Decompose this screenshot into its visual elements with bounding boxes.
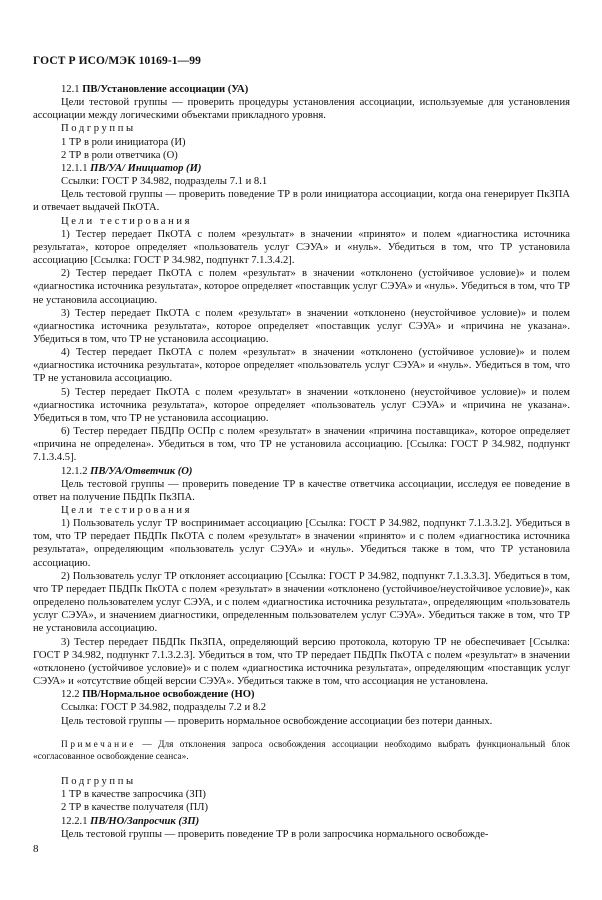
heading-12-1 bbox=[33, 83, 570, 96]
test-purpose: 5) Тестер передает ПкОТА с полем «результат» в значении «отклонено (неустойчивое условие)» и полем «диагностика источника результата», которое определяет «пользователь услуг СЭУА» и «причина не указана». Убедиться в том, что ТР не установила ассоциацию. bbox=[33, 386, 570, 424]
test-purpose: 2) Тестер передает ПкОТА с полем «результат» в значении «отклонено (устойчивое условие)» и полем «диагностика источника результата», которое определяет «поставщик услуг СЭУА» и «нуль». Убедиться в том, что ТР не установила ассоциацию. bbox=[33, 268, 570, 306]
test-purpose: 3) Тестер передает ПБДПк ПкЗПА, определяющий версию протокола, которую ТР не обеспечивает [Ссылка: ГОСТ Р 34.982, подпункт 7.1.3.2.3]. Убедиться в том, что ТР передает ПБДПк ПкОТА с полем «результат» в значении «отклонено (устойчивое условие)» и с полем «диагностика источника результата», определяющим «поставщик услуг СЭУА» и «отсутствие общей версии СЭУА». Убедиться также в том, что ассоциация не установлена. bbox=[33, 636, 570, 688]
section-number: 12.1.2 bbox=[61, 465, 91, 477]
section-number: 12.2.1 bbox=[61, 815, 91, 827]
note-text: — Для отклонения запроса освобождения ассоциации необходимо выбрать функциональный блок «согласованное освобождение сеанса». bbox=[33, 739, 570, 762]
subheading-12-1-1 bbox=[33, 162, 570, 175]
paragraph: Ссылки: ГОСТ Р 34.982, подразделы 7.1 и 8.1 bbox=[61, 176, 268, 188]
section-label: Цели тестирования bbox=[61, 505, 193, 516]
list-item: 2 ТР в качестве получателя (ПЛ) bbox=[61, 802, 208, 814]
running-header: ГОСТ Р ИСО/МЭК 10169-1—99 bbox=[33, 55, 201, 67]
test-purpose: 1) Пользователь услуг ТР воспринимает ассоциацию [Ссылка: ГОСТ Р 34.982, подпункт 7.1.3.3.2]. Убедиться в том, что ТР передает ПБДПк ПкОТА с полем «результат» в значении «принято» и с полем «диагностика источника результата», определяющим «пользователь услуг СЭУА» и «нуль». Убедиться также в том, что ТР установила ассоциацию. bbox=[33, 518, 570, 569]
subheading-text bbox=[61, 163, 201, 174]
paragraph: Цель тестовой группы — проверить поведение ТР в роли запросчика нормального освобожде- bbox=[61, 828, 489, 840]
test-purpose: 1) Тестер передает ПкОТА с полем «результат» в значении «принято» и полем «диагностика источника результата», которое определяет «пользователь услуг СЭУА» и «нуль». Убедиться в том, что ТР установила ассоциацию [Ссылка: ГОСТ Р 34.982, подпункт 7.1.3.4.2]. bbox=[33, 228, 570, 267]
section-label: Цели тестирования bbox=[61, 215, 193, 227]
list-item: 1 ТР в качестве запросчика (ЗП) bbox=[61, 789, 206, 801]
section-number: 12.2 bbox=[61, 689, 83, 701]
subheading-text bbox=[61, 466, 192, 477]
test-purpose: 4) Тестер передает ПкОТА с полем «результат» в значении «отклонено (устойчивое условие)» и полем «диагностика источника результата», которое определяет «пользователь услуг СЭУА» и «нуль». Убедиться в том, что ТР не установила ассоциацию. bbox=[33, 347, 570, 385]
body-text bbox=[33, 83, 570, 841]
paragraph: Цели тестовой группы — проверить процедуры установления ассоциации, используемые для установления ассоциации между логическими объектами прикладного уровня. bbox=[33, 97, 570, 122]
test-purpose: 6) Тестер передает ПБДПр ОСПр с полем «результат» в значении «причина поставщика», которое определяет «причина не определена». Убедиться в том, что ТР не установила ассоциацию. [Ссылка: ГОСТ Р 34.982, подпункт 7.1.3.4.5]. bbox=[33, 426, 570, 464]
subheading-12-1-2 bbox=[33, 465, 570, 478]
section-label: Подгруппы bbox=[61, 123, 136, 135]
subheading-12-2-1 bbox=[33, 815, 570, 828]
paragraph: Ссылка: ГОСТ Р 34.982, подразделы 7.2 и 8.2 bbox=[61, 702, 267, 714]
paragraph: Цель тестовой группы — проверить поведение ТР в роли инициатора ассоциации, когда она генерирует ПкЗПА и отвечает выдачей ПкОТА. bbox=[33, 189, 570, 214]
test-purpose: 2) Пользователь услуг ТР отклоняет ассоциацию [Ссылка: ГОСТ Р 34.982, подпункт 7.1.3.3.3]. Убедиться в том, что ТР передает ПБДПк ПкОТА с полем «результат» в значении «отклонено (устойчивое/неустойчивое условие)», как определено пользователем услуг СЭУА, и с полем «диагностика источника результата», определяющим «пользователь услуг СЭУА», и значением диагностики, определенным пользователем услуг СЭУА». Убедиться также в том, что ТР не установила ассоциацию. bbox=[33, 570, 570, 635]
list-item: 2 ТР в роли ответчика (О) bbox=[61, 149, 178, 161]
section-title: ПВ/Нормальное освобождение (НО) bbox=[82, 689, 255, 701]
paragraph: Цель тестовой группы — проверить поведение ТР в качестве ответчика ассоциации, исследуя ее поведение в ответ на получение ПБДПк ПкЗПА. bbox=[33, 478, 570, 503]
section-number: 12.1 bbox=[61, 84, 83, 95]
page-number: 8 bbox=[33, 843, 39, 855]
section-title: ПВ/Установление ассоциации (УА) bbox=[82, 84, 249, 95]
subheading-text bbox=[61, 816, 199, 827]
test-purpose: 3) Тестер передает ПкОТА с полем «результат» в значении «отклонено (неустойчивое условие)» и полем «диагностика источника результата», которое определяет «поставщик услуг СЭУА» и «причина не указана». Убедиться в том, что ТР не установила ассоциацию. bbox=[33, 307, 570, 345]
list-item: 1 ТР в роли инициатора (И) bbox=[61, 136, 186, 148]
heading-12-2 bbox=[33, 688, 570, 701]
note-label: Примечание bbox=[61, 739, 136, 750]
section-number: 12.1.1 bbox=[61, 162, 91, 174]
note bbox=[33, 739, 570, 763]
section-label: Подгруппы bbox=[61, 776, 136, 788]
section-title: ПВ/УА/Ответчик (О) bbox=[90, 465, 193, 477]
section-title: ПВ/УА/ Инициатор (И) bbox=[90, 162, 202, 174]
section-title: ПВ/НО/Запросчик (ЗП) bbox=[90, 815, 200, 827]
heading-text bbox=[61, 689, 255, 700]
heading-text bbox=[61, 84, 248, 95]
paragraph: Цель тестовой группы — проверить нормальное освобождение ассоциации без потери данных. bbox=[61, 715, 493, 727]
